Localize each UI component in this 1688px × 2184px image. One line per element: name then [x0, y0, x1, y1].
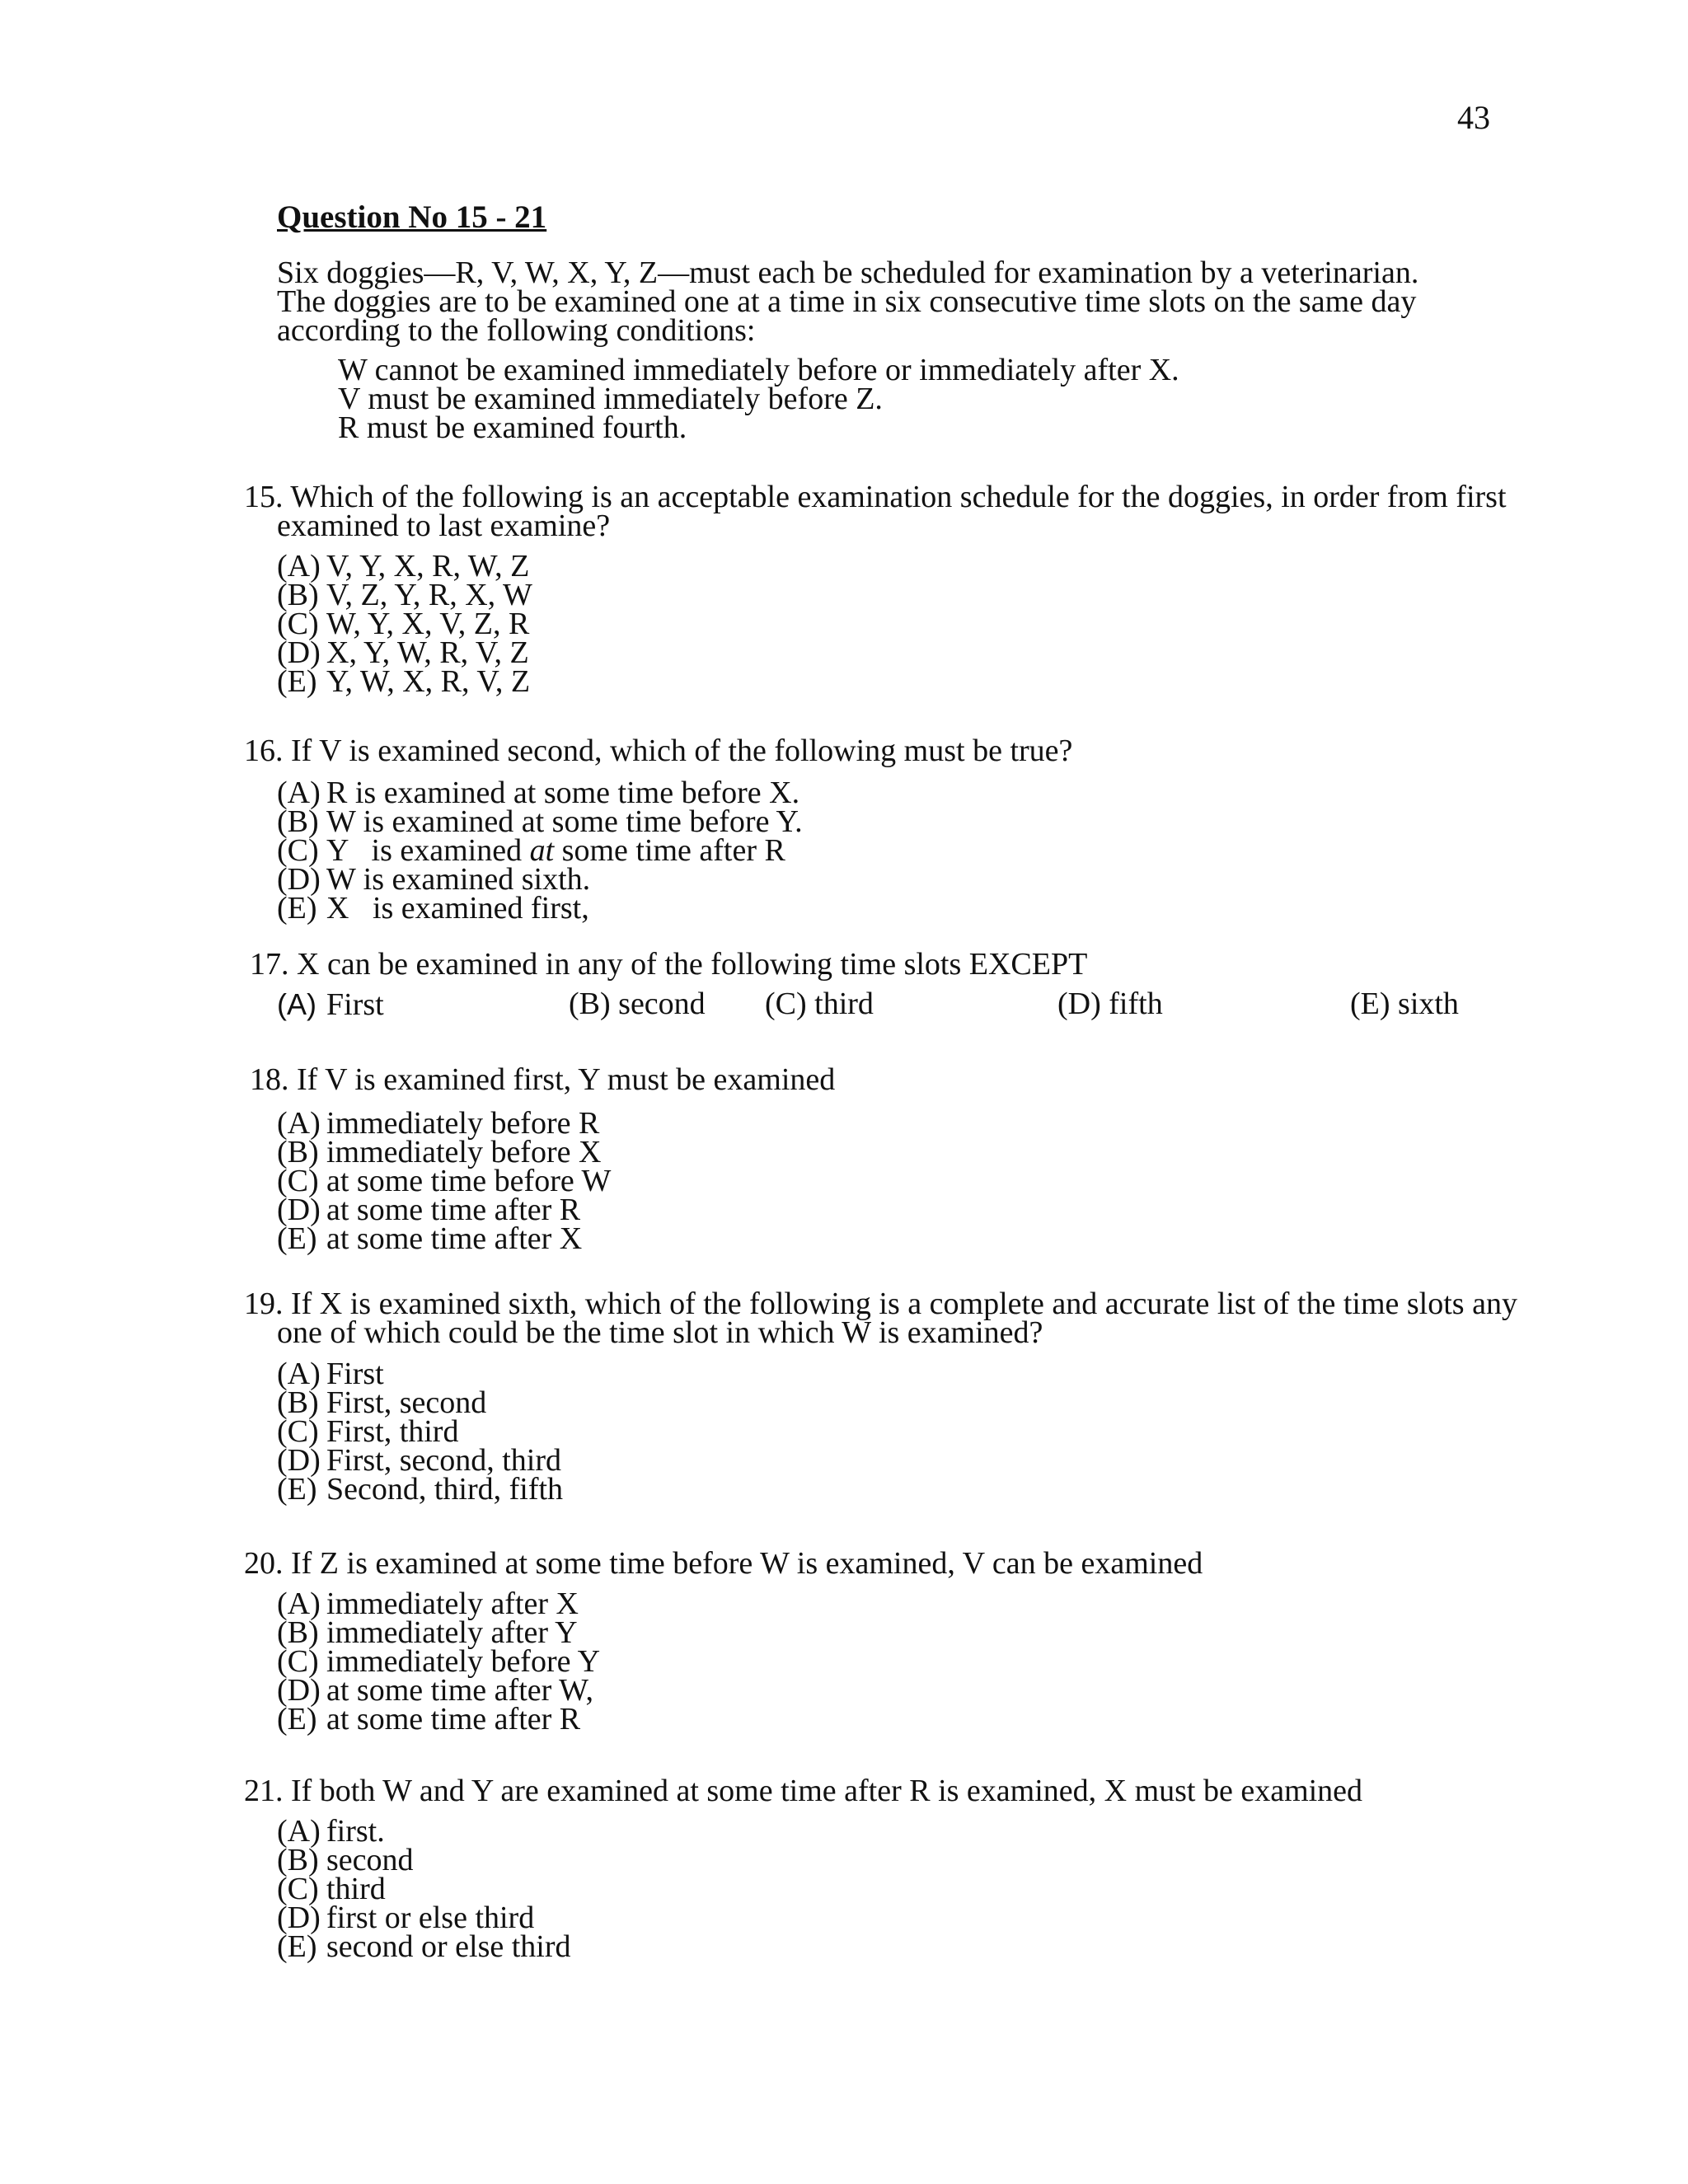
option-d[interactable]: (D) first or else third: [277, 1900, 535, 1935]
option-b[interactable]: (B) immediately before X: [277, 1135, 602, 1169]
option-c[interactable]: (C) First, third: [277, 1414, 459, 1449]
option-b[interactable]: (B) second: [277, 1843, 414, 1877]
option-a[interactable]: (A) immediately after X: [277, 1586, 579, 1621]
option-e[interactable]: (E) second or else third: [277, 1929, 571, 1964]
option-d[interactable]: (D) fifth: [1057, 987, 1163, 1021]
condition: R must be examined fourth.: [338, 410, 687, 445]
intro-line: Six doggies—R, V, W, X, Y, Z—must each be scheduled for examination by a veterinarian.: [277, 255, 1419, 290]
question-15-options: [277, 549, 532, 699]
question-15-stem: [244, 480, 1507, 543]
question-19-stem: [244, 1286, 1517, 1350]
question-20-stem: [244, 1546, 1203, 1581]
question-17-options: [0, 987, 1688, 1023]
intro-line: according to the following conditions:: [277, 313, 756, 348]
question-stem-line: 21. If both W and Y are examined at some time after R is examined, X must be examined: [244, 1774, 1363, 1808]
option-d[interactable]: (D) at some time after R: [277, 1193, 581, 1227]
question-17-stem: [250, 947, 1088, 982]
option-a[interactable]: (A) First: [277, 1357, 384, 1391]
question-16-stem: [244, 733, 1073, 768]
option-b[interactable]: (B) W is examined at some time before Y.: [277, 804, 803, 839]
option-e[interactable]: (E) Second, third, fifth: [277, 1472, 564, 1507]
question-stem-line: 20. If Z is examined at some time before W is examined, V can be examined: [244, 1546, 1203, 1581]
option-e[interactable]: (E) Y, W, X, R, V, Z: [277, 664, 531, 699]
question-stem-line: examined to last examine?: [277, 509, 611, 543]
option-c[interactable]: (C) Y is examined at some time after R: [277, 833, 785, 868]
option-d[interactable]: (D) W is examined sixth.: [277, 862, 591, 897]
option-d[interactable]: (D) X, Y, W, R, V, Z: [277, 635, 529, 670]
option-a[interactable]: (A) First: [277, 987, 384, 1022]
question-18-stem: [250, 1062, 836, 1097]
question-16-options: [277, 776, 803, 926]
question-stem-line: one of which could be the time slot in which W is examined?: [277, 1315, 1043, 1350]
option-e[interactable]: (E) sixth: [1350, 987, 1459, 1021]
option-b[interactable]: (B) First, second: [277, 1385, 487, 1420]
question-19-options: [277, 1357, 564, 1507]
option-a[interactable]: (A) R is examined at some time before X.: [277, 776, 800, 810]
option-a[interactable]: (A) immediately before R: [277, 1106, 600, 1141]
option-c[interactable]: (C) third: [765, 987, 874, 1021]
option-c[interactable]: (C) third: [277, 1872, 386, 1906]
condition: V must be examined immediately before Z.: [338, 382, 883, 416]
option-c[interactable]: (C) W, Y, X, V, Z, R: [277, 607, 530, 641]
option-c[interactable]: (C) at some time before W: [277, 1164, 612, 1198]
option-e[interactable]: (E) X is examined first,: [277, 891, 589, 926]
option-a[interactable]: (A) V, Y, X, R, W, Z: [277, 549, 530, 583]
option-c[interactable]: (C) immediately before Y: [277, 1644, 601, 1679]
option-d[interactable]: (D) at some time after W,: [277, 1673, 593, 1708]
intro-paragraph: [277, 255, 1419, 348]
option-e[interactable]: (E) at some time after R: [277, 1702, 581, 1736]
condition: W cannot be examined immediately before or immediately after X.: [338, 353, 1179, 387]
page-number: 43: [1457, 99, 1490, 136]
option-a[interactable]: (A) first.: [277, 1814, 385, 1849]
option-b[interactable]: (B) second: [569, 987, 706, 1021]
option-d[interactable]: (D) First, second, third: [277, 1443, 561, 1478]
conditions-list: [338, 353, 1179, 445]
question-21-options: [277, 1814, 571, 1964]
intro-line: The doggies are to be examined one at a time in six consecutive time slots on the same day: [277, 284, 1417, 319]
option-e[interactable]: (E) at some time after X: [277, 1221, 583, 1256]
question-18-options: [277, 1106, 612, 1256]
question-stem-line: 17. X can be examined in any of the following time slots EXCEPT: [250, 947, 1088, 982]
section-heading: Question No 15 - 21: [277, 199, 547, 235]
question-stem-line: 18. If V is examined first, Y must be examined: [250, 1062, 836, 1097]
question-stem-line: 19. If X is examined sixth, which of the following is a complete and accurate list of the time slots any: [244, 1286, 1517, 1321]
option-b[interactable]: (B) V, Z, Y, R, X, W: [277, 578, 532, 612]
question-stem-line: 15. Which of the following is an acceptable examination schedule for the doggies, in order from first: [244, 480, 1507, 514]
question-21-stem: [244, 1774, 1363, 1808]
option-b[interactable]: (B) immediately after Y: [277, 1615, 578, 1650]
question-20-options: [277, 1586, 601, 1736]
question-stem-line: 16. If V is examined second, which of the following must be true?: [244, 733, 1073, 768]
